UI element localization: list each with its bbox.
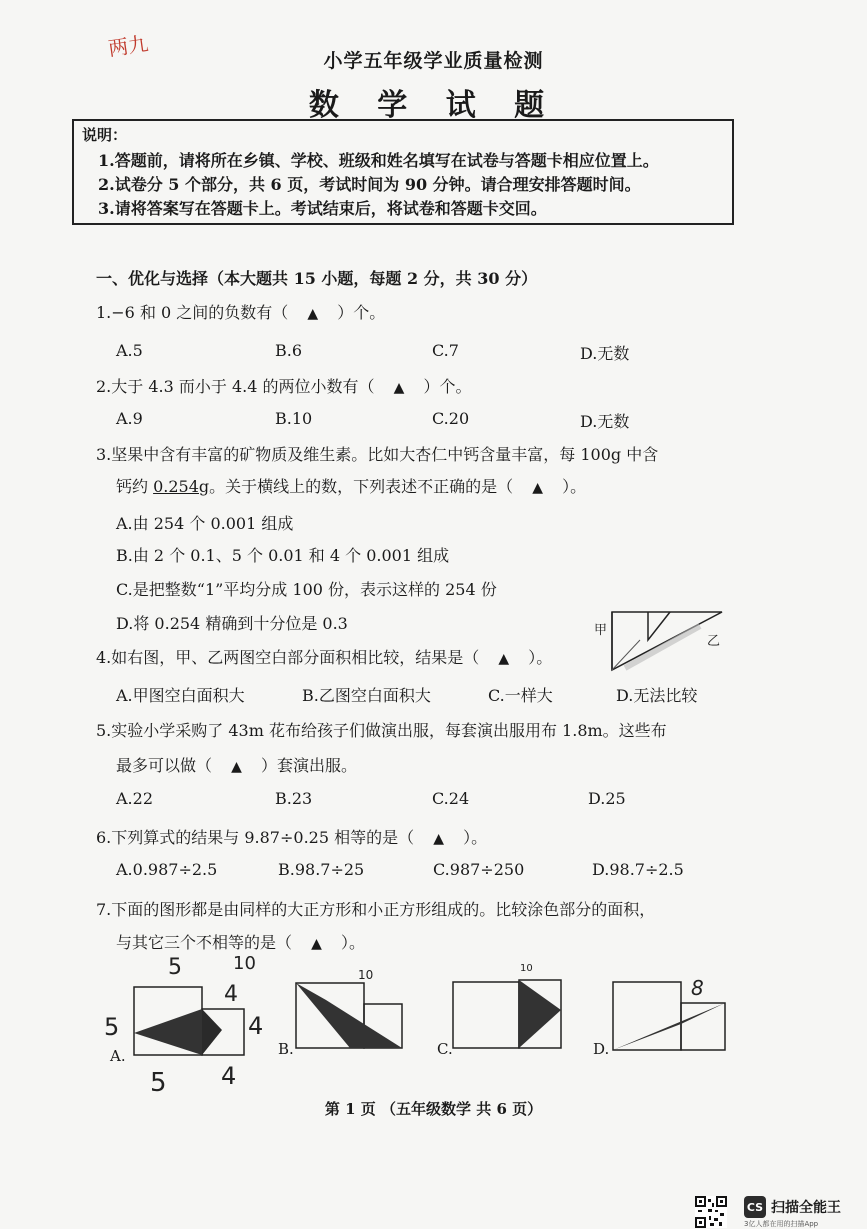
handwritten-b-10: 10 bbox=[358, 968, 374, 982]
q6-option-d: D.98.7÷2.5 bbox=[592, 860, 684, 879]
handwritten-a-top-5: 5 bbox=[168, 955, 182, 980]
answer-blank-icon: ▲ bbox=[433, 831, 444, 847]
answer-blank-icon: ▲ bbox=[532, 480, 544, 496]
q7-label-c: C. bbox=[437, 1040, 453, 1058]
answer-blank-icon: ▲ bbox=[498, 651, 510, 667]
q3-option-b: B.由 2 个 0.1、5 个 0.01 和 4 个 0.001 组成 bbox=[116, 546, 450, 565]
q6-option-a: A.0.987÷2.5 bbox=[116, 860, 218, 879]
handwritten-a-bottom-5: 5 bbox=[150, 1068, 167, 1098]
q1-option-a: A.5 bbox=[116, 341, 143, 360]
q3-line2-mid: 。关于横线上的数，下列表述不正确的是（ bbox=[209, 477, 514, 496]
q3-option-c: C.是把整数“1”平均分成 100 份，表示这样的 254 份 bbox=[116, 580, 497, 599]
q5-option-b: B.23 bbox=[275, 789, 313, 808]
q1-stem-end: ）个。 bbox=[337, 303, 386, 322]
q2-option-b: B.10 bbox=[275, 409, 313, 428]
answer-blank-icon: ▲ bbox=[231, 759, 242, 775]
q7-line2-end: ）。 bbox=[340, 933, 365, 952]
question-3-line-1: 3.坚果中含有丰富的矿物质及维生素。比如大杏仁中钙含量丰富，每 100g 中含 bbox=[96, 445, 659, 464]
q5-line2-end: ）套演出服。 bbox=[260, 756, 357, 775]
q4-option-b: B.乙图空白面积大 bbox=[302, 686, 431, 705]
q4-option-d: D.无法比较 bbox=[616, 686, 698, 705]
q5-option-a: A.22 bbox=[116, 789, 153, 808]
q2-option-c: C.20 bbox=[432, 409, 470, 428]
q3-line2-start: 钙约 bbox=[116, 477, 154, 496]
instruction-line-2: 2.试卷分 5 个部分，共 6 页，考试时间为 90 分钟。请合理安排答题时间。 bbox=[98, 175, 641, 194]
handwritten-a-top-10: 10 bbox=[233, 953, 256, 974]
answer-blank-icon: ▲ bbox=[307, 306, 319, 322]
q6-stem-end: ）。 bbox=[463, 828, 488, 847]
handwritten-d-8: 8 bbox=[691, 976, 704, 1000]
section-1-heading: 一、优化与选择（本大题共 15 小题，每题 2 分，共 30 分） bbox=[96, 269, 538, 288]
q4-label-jia: 甲 bbox=[594, 623, 608, 638]
handwritten-a-right-4: 4 bbox=[248, 1012, 264, 1040]
exam-subtitle: 小学五年级学业质量检测 bbox=[323, 50, 544, 72]
q5-line2-start: 最多可以做（ bbox=[116, 756, 213, 775]
q3-underlined-number: 0.254g bbox=[153, 477, 210, 496]
q7-label-a: A. bbox=[110, 1047, 126, 1065]
handwritten-a-left-5: 5 bbox=[104, 1013, 120, 1041]
q7-line2-start: 与其它三个不相等的是（ bbox=[116, 933, 293, 952]
q3-line2-end: ）。 bbox=[562, 477, 587, 496]
page-footer: 第 1 页 （五年级数学 共 6 页） bbox=[324, 1100, 543, 1118]
q5-option-d: D.25 bbox=[588, 789, 626, 808]
scanner-brand-tagline: 3亿人都在用的扫描App bbox=[744, 1220, 819, 1228]
q5-option-c: C.24 bbox=[432, 789, 470, 808]
camscanner-logo-icon: CS bbox=[744, 1196, 766, 1218]
q3-option-d: D.将 0.254 精确到十分位是 0.3 bbox=[116, 614, 348, 633]
q1-stem: 1.−6 和 0 之间的负数有（ bbox=[96, 303, 289, 322]
answer-blank-icon: ▲ bbox=[393, 380, 405, 396]
q6-option-b: B.98.7÷25 bbox=[278, 860, 365, 879]
q1-option-d: D.无数 bbox=[580, 344, 630, 363]
instruction-line-3: 3.请将答案写在答题卡上。考试结束后，将试卷和答题卡交回。 bbox=[98, 199, 547, 218]
q6-stem: 6.下列算式的结果与 9.87÷0.25 相等的是（ bbox=[96, 828, 415, 847]
q3-option-a: A.由 254 个 0.001 组成 bbox=[116, 514, 294, 533]
qr-code-icon bbox=[695, 1196, 727, 1228]
instructions-title: 说明： bbox=[82, 126, 128, 144]
q7-label-d: D. bbox=[593, 1040, 610, 1058]
handwritten-c-10: 10 bbox=[520, 963, 533, 974]
q7-figure-d bbox=[613, 982, 725, 1050]
handwritten-top-mark: 两九 bbox=[106, 31, 150, 61]
q7-label-b: B. bbox=[278, 1040, 294, 1058]
q2-stem-end: ）个。 bbox=[423, 377, 472, 396]
q4-option-c: C.一样大 bbox=[488, 686, 553, 705]
q4-label-yi: 乙 bbox=[707, 634, 721, 649]
question-7-line-1: 7.下面的图形都是由同样的大正方形和小正方形组成的。比较涂色部分的面积， bbox=[96, 900, 656, 919]
answer-blank-icon: ▲ bbox=[311, 936, 322, 952]
scanner-brand-name: 扫描全能王 bbox=[771, 1200, 841, 1216]
q4-option-a: A.甲图空白面积大 bbox=[116, 686, 245, 705]
q7-figure-c bbox=[453, 980, 561, 1048]
q4-stem-end: ）。 bbox=[528, 648, 553, 667]
question-5-line-1: 5.实验小学采购了 43m 花布给孩子们做演出服，每套演出服用布 1.8m。这些布 bbox=[96, 721, 667, 740]
handwritten-a-bottom-4: 4 bbox=[221, 1062, 237, 1090]
q2-stem: 2.大于 4.3 而小于 4.4 的两位小数有（ bbox=[96, 377, 375, 396]
exam-title: 数 学 试 题 bbox=[308, 88, 559, 123]
q4-stem: 4.如右图，甲、乙两图空白部分面积相比较，结果是（ bbox=[96, 648, 480, 667]
q7-figure-b bbox=[296, 983, 402, 1048]
q1-option-c: C.7 bbox=[432, 341, 459, 360]
handwritten-a-top-4: 4 bbox=[224, 982, 238, 1007]
q2-option-a: A.9 bbox=[116, 409, 143, 428]
q6-option-c: C.987÷250 bbox=[433, 860, 525, 879]
q1-option-b: B.6 bbox=[275, 341, 303, 360]
scanner-brand bbox=[744, 1196, 841, 1218]
q2-option-d: D.无数 bbox=[580, 412, 630, 431]
instruction-line-1: 1.答题前，请将所在乡镇、学校、班级和姓名填写在试卷与答题卡相应位置上。 bbox=[98, 151, 659, 170]
